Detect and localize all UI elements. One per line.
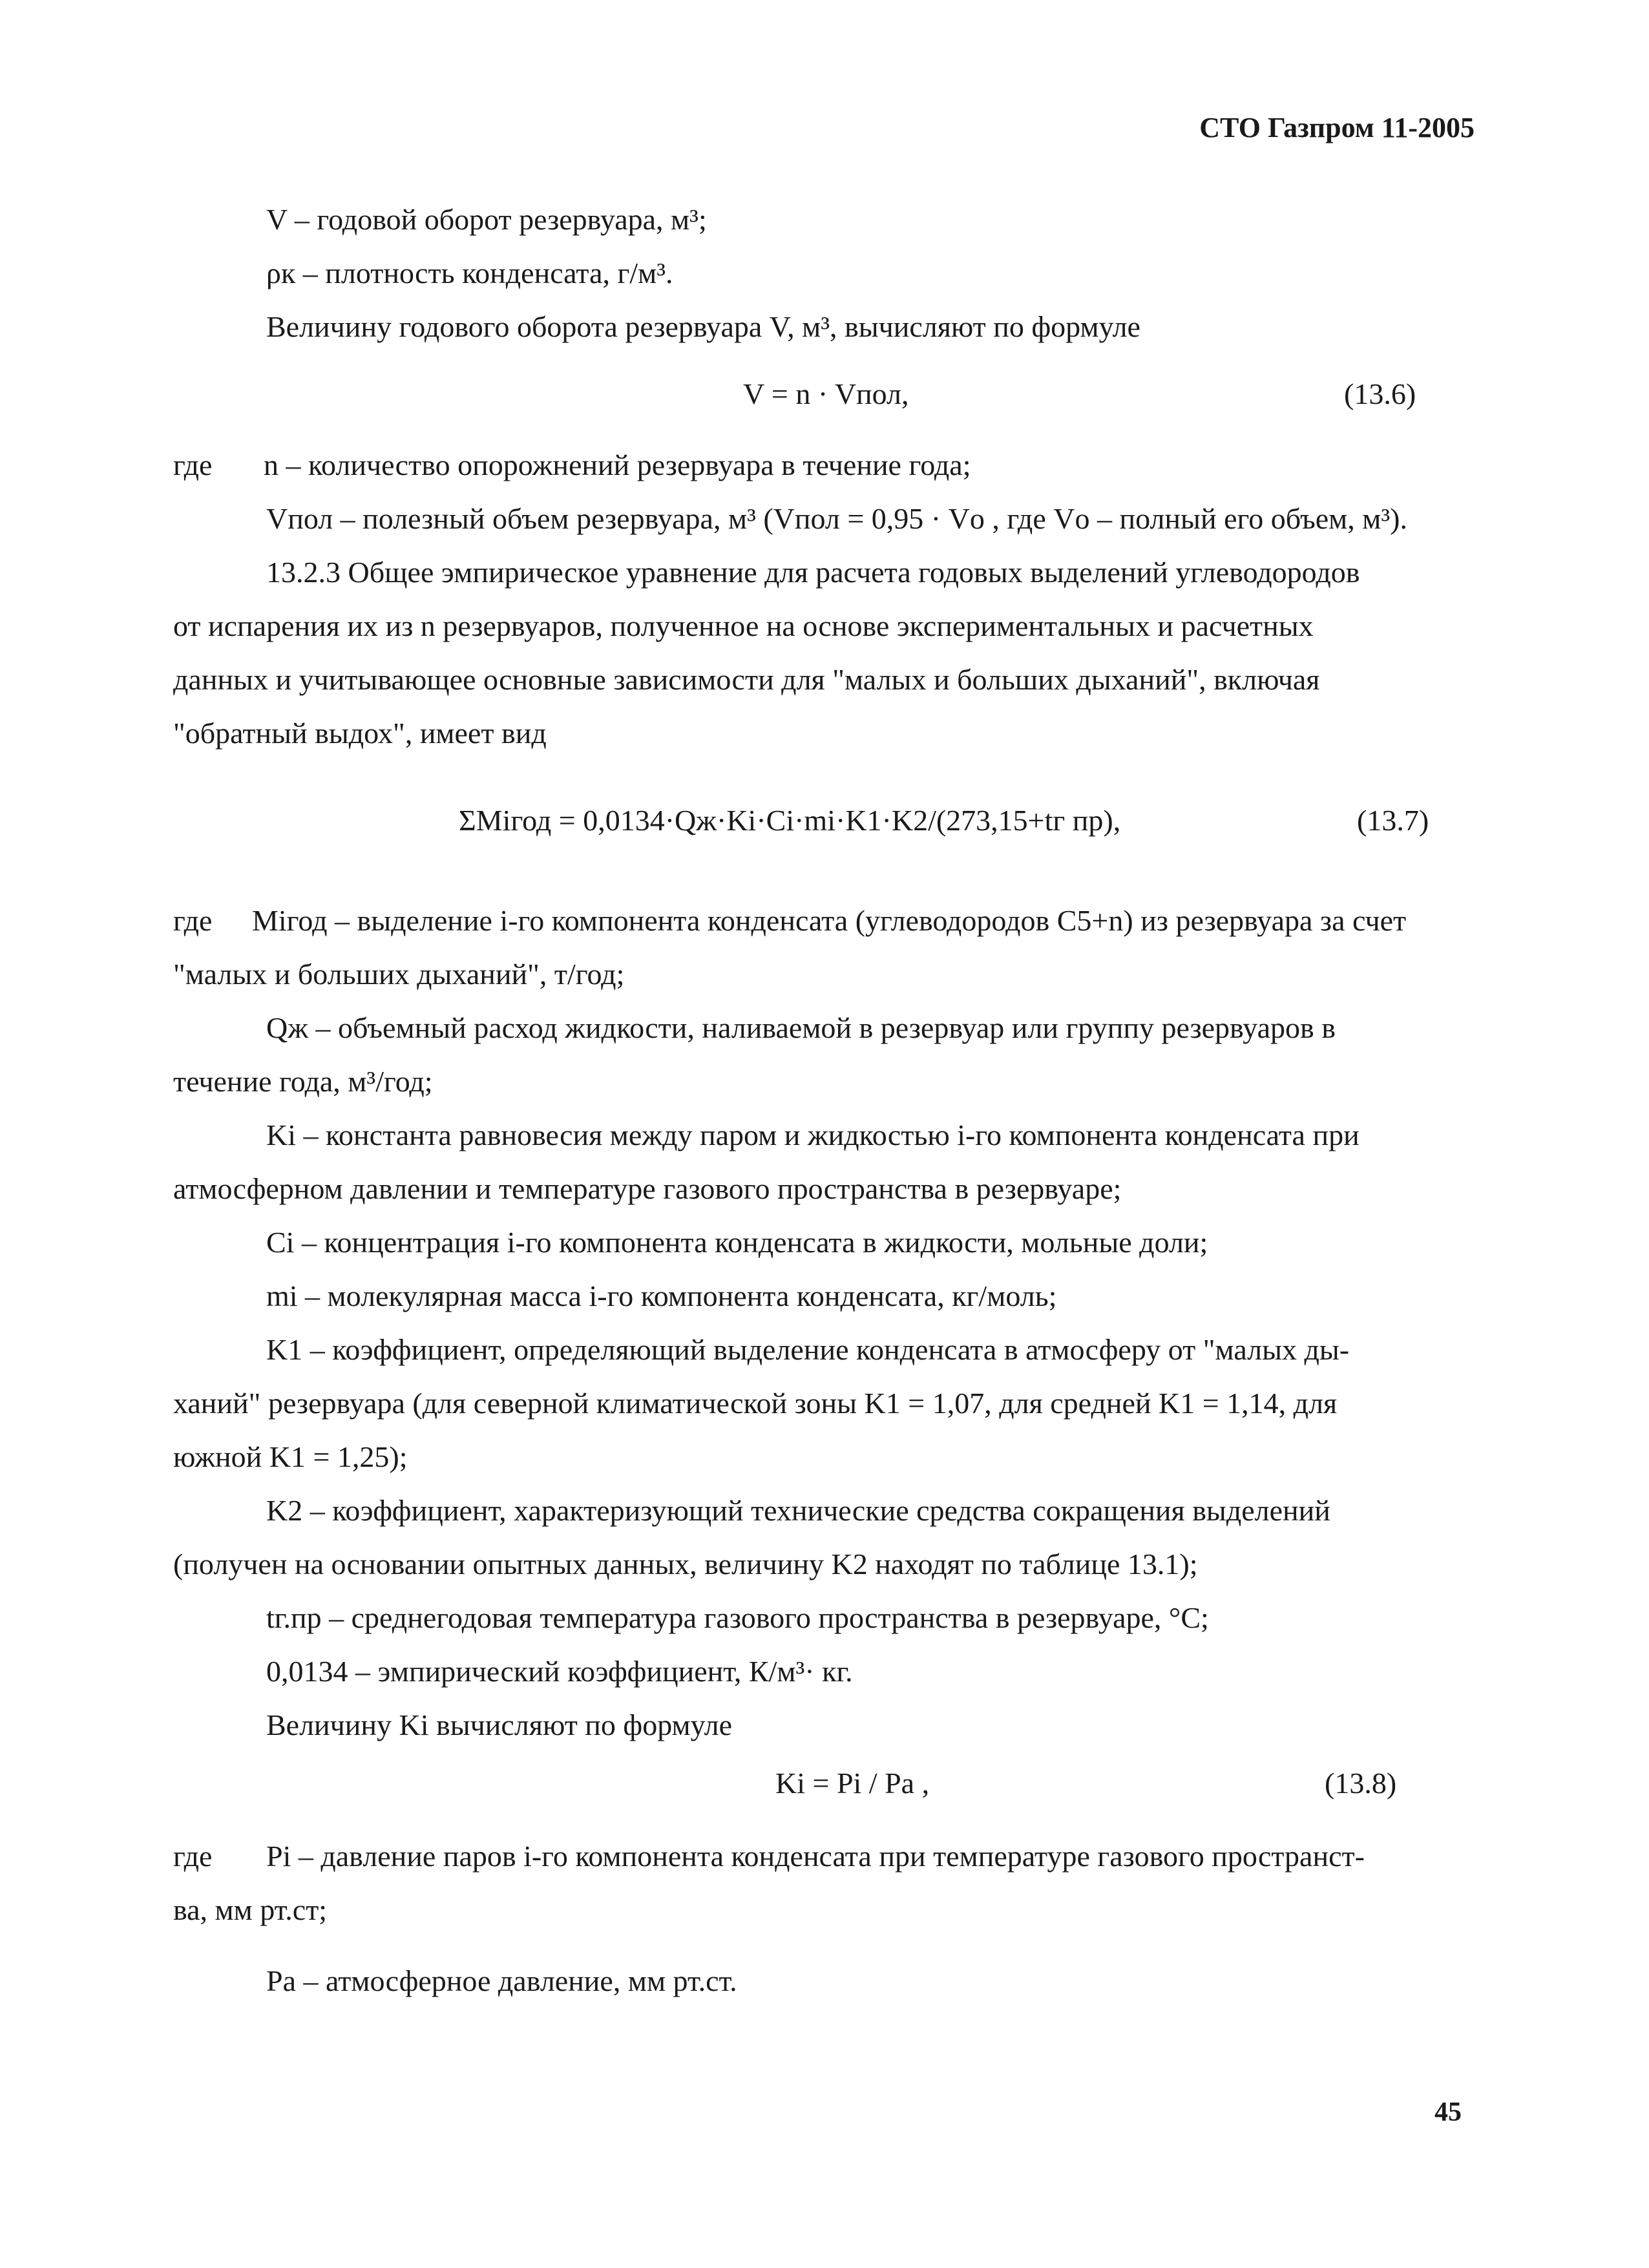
equation-13-6: V = n · Vпол,	[743, 377, 909, 410]
text-line: течение года, м³/год;	[173, 1065, 433, 1098]
equation-number: (13.6)	[1344, 377, 1416, 410]
text-line: mi – молекулярная масса i-го компонента конденсата, кг/моль;	[266, 1279, 1057, 1312]
text-line: где	[173, 1840, 213, 1873]
page-number: 45	[1434, 2097, 1462, 2127]
text-line: V – годовой оборот резервуара, м³;	[266, 203, 707, 236]
text-line: K1 – коэффициент, определяющий выделение конденсата в атмосферу от "малых ды-	[266, 1333, 1350, 1366]
text-line: 0,0134 – эмпирический коэффициент, К/м³· кг.	[266, 1655, 853, 1688]
text-line: "малых и больших дыханий", т/год;	[173, 958, 625, 991]
text-line: 13.2.3 Общее эмпирическое уравнение для расчета годовых выделений углеводородов	[266, 556, 1360, 589]
text-line: Величину годового оборота резервуара V, м³, вычисляют по формуле	[266, 310, 1140, 343]
equation-13-8: Ki = Pi / Pa ,	[775, 1767, 930, 1800]
equation-number: (13.7)	[1357, 804, 1429, 837]
text-line: ва, мм рт.ст;	[173, 1893, 328, 1926]
text-line: Величину Ki вычисляют по формуле	[266, 1708, 732, 1741]
text-line: Pi – давление паров i-го компонента конденсата при температуре газового пространст-	[266, 1840, 1365, 1873]
text-line: ρк – плотность конденсата, г/м³.	[266, 257, 673, 289]
text-line: данных и учитывающее основные зависимости для "малых и больших дыханий", включая	[173, 663, 1320, 696]
text-line: Ki – константа равновесия между паром и жидкостью i-го компонента конденсата при	[266, 1118, 1360, 1151]
text-line: (получен на основании опытных данных, величину K2 находят по таблице 13.1);	[173, 1548, 1198, 1580]
text-line: атмосферном давлении и температуре газового пространства в резервуаре;	[173, 1172, 1122, 1205]
text-line: K2 – коэффициент, характеризующий технические средства сокращения выделений	[266, 1494, 1330, 1527]
text-line: Qж – объемный расход жидкости, наливаемой в резервуар или группу резервуаров в	[266, 1011, 1336, 1044]
equation-number: (13.8)	[1325, 1767, 1397, 1800]
text-line: tг.пр – среднегодовая температура газового пространства в резервуаре, °C;	[266, 1601, 1209, 1634]
document-header: СТО Газпром 11-2005	[1199, 112, 1475, 143]
text-line: где	[173, 448, 213, 481]
text-line: от испарения их из n резервуаров, полученное на основе экспериментальных и расчетных	[173, 609, 1314, 642]
text-line: южной K1 = 1,25);	[173, 1440, 408, 1473]
text-line: n – количество опорожнений резервуара в течение года;	[264, 448, 971, 481]
text-line: Miгод – выделение i-го компонента конденсата (углеводородов C5+n) из резервуара за счет	[252, 904, 1407, 937]
text-line: где	[173, 904, 213, 937]
text-line: Pa – атмосферное давление, мм рт.ст.	[266, 1964, 737, 1997]
equation-13-7: ΣMiгод = 0,0134·Qж·Ki·Ci·mi·K1·K2/(273,15+tг пр),	[459, 804, 1121, 837]
text-line: Ci – концентрация i-го компонента конденсата в жидкости, мольные доли;	[266, 1226, 1208, 1259]
text-line: "обратный выдох", имеет вид	[173, 717, 547, 750]
text-line: ханий" резервуара (для северной климатической зоны K1 = 1,07, для средней K1 = 1,14, для	[173, 1387, 1338, 1420]
text-line: Vпол – полезный объем резервуара, м³ (Vпол = 0,95 · Vо , где Vо – полный его объем, м³).	[266, 502, 1407, 535]
